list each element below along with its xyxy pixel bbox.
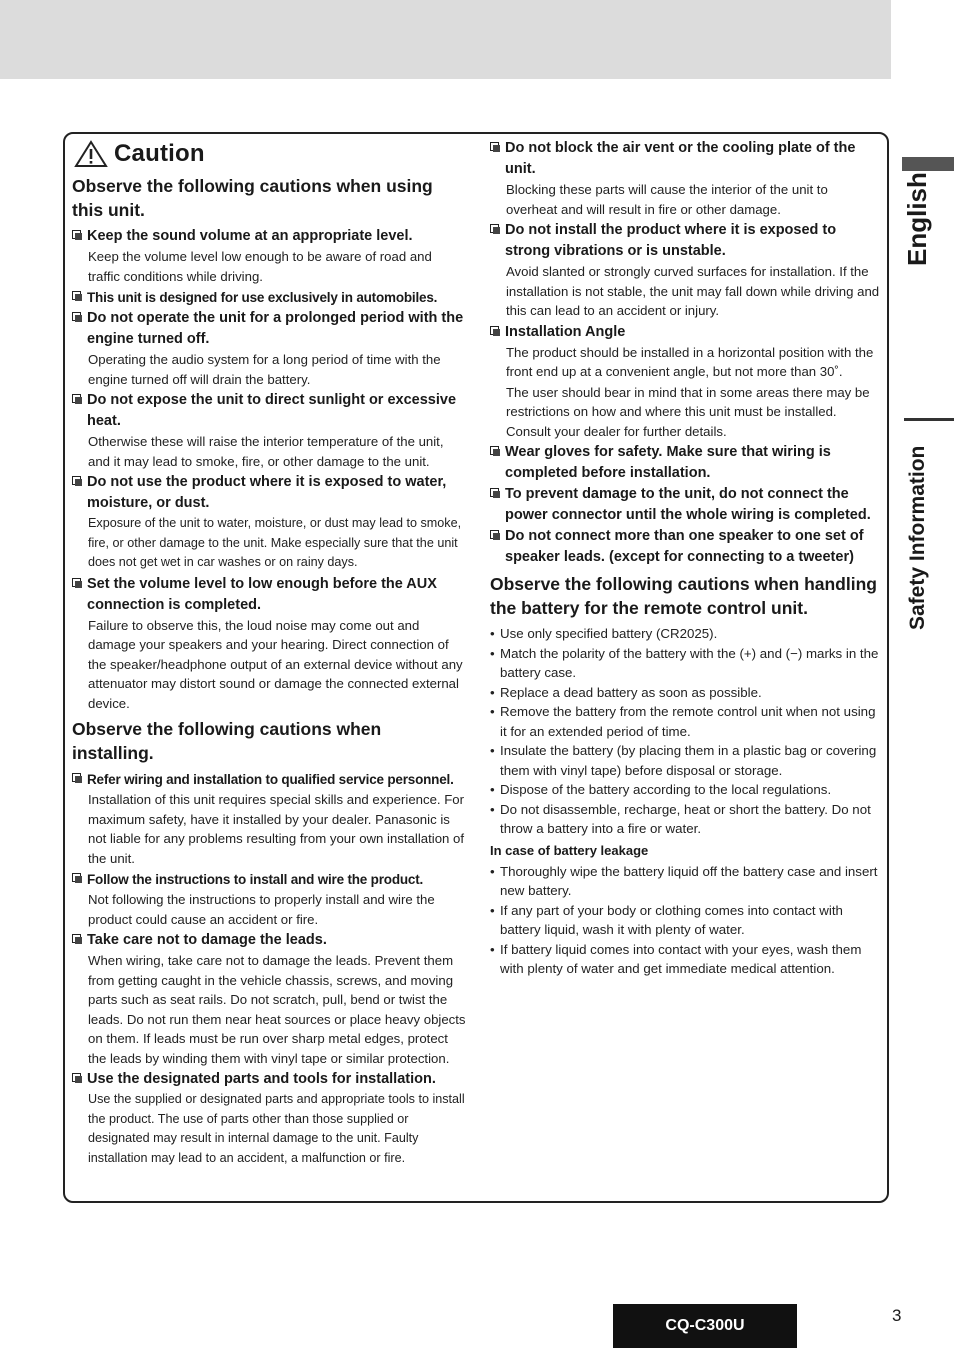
- list-item: • Remove the battery from the remote control unit when not using it for an extended period of time.: [490, 702, 882, 741]
- right-column: [490, 138, 882, 979]
- caution-item-body: When wiring, take care not to damage the leads. Prevent them from getting caught in the vehicle chassis, screws, and moving parts such as seat rails. Do not scratch, pull, bend or twist the leads. Do not run them near heat sources or place heavy objects on them. If leads must be run over sharp metal edges, protect the leads by winding them with vinyl tape or similar protection.: [88, 953, 466, 1066]
- section-head-battery: Observe the following cautions when handling the battery for the remote control unit.: [490, 574, 877, 618]
- model-badge: CQ-C300U: [613, 1304, 797, 1348]
- top-gray-band: [0, 0, 891, 79]
- checkbox-bullet-icon: [72, 394, 81, 403]
- checkbox-bullet-icon: [72, 291, 81, 300]
- side-divider: [904, 418, 954, 421]
- caution-item-title: Set the volume level to low enough before the AUX connection is completed.: [72, 574, 466, 616]
- caution-item-body: Installation of this unit requires special skills and experience. For maximum safety, have it installed by your dealer. Panasonic is not liable for any problems resulting from your own installation of the unit.: [88, 792, 465, 866]
- caution-item-title: Keep the sound volume at an appropriate level.: [72, 226, 466, 247]
- checkbox-bullet-icon: [490, 488, 499, 497]
- caution-item-body: Operating the audio system for a long period of time with the engine turned off will drain the battery.: [88, 352, 441, 387]
- caution-item-title: This unit is designed for use exclusively in automobiles.: [72, 287, 466, 308]
- caution-item-title: Do not use the product where it is exposed to water, moisture, or dust.: [72, 472, 466, 514]
- caution-item-title: Do not expose the unit to direct sunlight or excessive heat.: [72, 390, 466, 432]
- caution-item-body-extra: The user should bear in mind that in some areas there may be restrictions on how and where this unit must be installed. Consult your dealer for further details.: [506, 384, 870, 439]
- section-head-installing: Observe the following cautions when installing.: [72, 719, 382, 763]
- caution-item-title: To prevent damage to the unit, do not connect the power connector until the whole wiring is completed.: [490, 484, 882, 526]
- checkbox-bullet-icon: [72, 934, 81, 943]
- list-item: • Replace a dead battery as soon as possible.: [490, 683, 882, 703]
- caution-item-body: Not following the instructions to properly install and wire the product could cause an accident or fire.: [88, 892, 435, 927]
- leakage-bullet-list: [490, 862, 882, 979]
- checkbox-bullet-icon: [72, 773, 81, 782]
- caution-item-body: Keep the volume level low enough to be aware of road and traffic conditions while driving.: [88, 249, 432, 284]
- list-item: • If battery liquid comes into contact with your eyes, wash them with plenty of water and get immediate medical attention.: [490, 940, 882, 979]
- caution-item-title: Do not operate the unit for a prolonged period with the engine turned off.: [72, 308, 466, 350]
- checkbox-bullet-icon: [490, 142, 499, 151]
- side-tab-marker: [902, 157, 954, 171]
- checkbox-bullet-icon: [72, 476, 81, 485]
- caution-item-title: Use the designated parts and tools for installation.: [72, 1069, 466, 1090]
- caution-item-title: Do not connect more than one speaker to one set of speaker leads. (except for connecting to a tweeter): [490, 526, 882, 568]
- checkbox-bullet-icon: [72, 578, 81, 587]
- caution-item-body: Avoid slanted or strongly curved surfaces for installation. If the installation is not stable, the unit may fall down while driving and this can lead to an accident or injury.: [506, 264, 880, 318]
- caution-title-text: Caution: [114, 140, 205, 167]
- language-label: English: [902, 172, 932, 266]
- caution-item-body: Exposure of the unit to water, moisture, or dust may lead to smoke, fire, or other damage to the unit. Make especially sure that the unit does not get wet in car washes or on rainy days.: [88, 516, 462, 569]
- checkbox-bullet-icon: [72, 312, 81, 321]
- checkbox-bullet-icon: [72, 230, 81, 239]
- caution-heading: [74, 140, 466, 168]
- caution-item-title: Installation Angle: [490, 322, 882, 343]
- caution-item-title: Follow the instructions to install and wire the product.: [72, 869, 466, 890]
- caution-item-title: Take care not to damage the leads.: [72, 930, 466, 951]
- list-item: • Do not disassemble, recharge, heat or short the battery. Do not throw a battery into a fire or water.: [490, 800, 882, 839]
- caution-item-body: Otherwise these will raise the interior temperature of the unit, and it may lead to smoke, fire, or other damage to the unit.: [88, 434, 444, 469]
- leakage-subhead: In case of battery leakage: [490, 842, 649, 858]
- caution-item-title: Refer wiring and installation to qualified service personnel.: [72, 769, 466, 790]
- caution-item-title: Wear gloves for safety. Make sure that wiring is completed before installation.: [490, 442, 882, 484]
- list-item: • Thoroughly wipe the battery liquid off the battery case and insert new battery.: [490, 862, 882, 901]
- checkbox-bullet-icon: [490, 224, 499, 233]
- list-item: • Insulate the battery (by placing them in a plastic bag or covering them with vinyl tape) before disposal or storage.: [490, 741, 882, 780]
- caution-item-body: Blocking these parts will cause the interior of the unit to overheat and will result in fire or other damage.: [506, 182, 828, 217]
- caution-item-body: Use the supplied or designated parts and appropriate tools to install the product. The use of parts other than those supplied or designated may result in internal damage to the unit. Faulty installation may lead to an accident, a malfunction or fire.: [88, 1092, 465, 1165]
- checkbox-bullet-icon: [72, 873, 81, 882]
- list-item: • Dispose of the battery according to the local regulations.: [490, 780, 882, 800]
- battery-bullet-list: [490, 624, 882, 839]
- page-number: 3: [892, 1306, 902, 1325]
- section-head-using: Observe the following cautions when using this unit.: [72, 176, 433, 220]
- checkbox-bullet-icon: [72, 1073, 81, 1082]
- warning-triangle-icon: [74, 140, 108, 168]
- list-item: • If any part of your body or clothing comes into contact with battery liquid, wash it with plenty of water.: [490, 901, 882, 940]
- caution-item-title: Do not install the product where it is exposed to strong vibrations or is unstable.: [490, 220, 882, 262]
- left-column: [72, 140, 466, 1169]
- list-item: • Match the polarity of the battery with the (+) and (−) marks in the battery case.: [490, 644, 882, 683]
- checkbox-bullet-icon: [490, 530, 499, 539]
- caution-item-body: The product should be installed in a horizontal position with the front end up at a convenient angle, but not more than 30˚.: [506, 344, 874, 379]
- checkbox-bullet-icon: [490, 446, 499, 455]
- list-item: • Use only specified battery (CR2025).: [490, 624, 882, 644]
- caution-item-body: Failure to observe this, the loud noise may come out and damage your speakers and your hearing. Direct connection of the speaker/headphone output of an external device without any attenuator may distort sound or damage the connected external device.: [88, 617, 463, 711]
- section-label: Safety Information: [906, 445, 929, 630]
- caution-item-title: Do not block the air vent or the cooling plate of the unit.: [490, 138, 882, 180]
- checkbox-bullet-icon: [490, 326, 499, 335]
